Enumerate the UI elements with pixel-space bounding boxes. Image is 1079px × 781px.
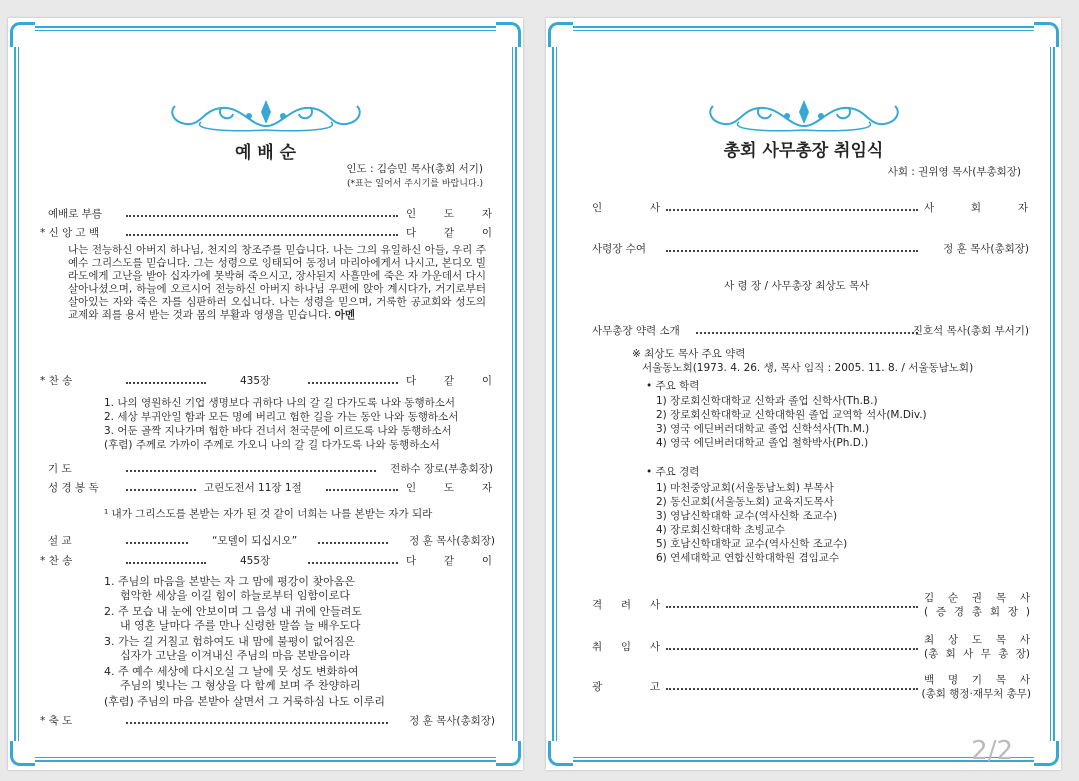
hymn-verse: 4. 주 예수 세상에 다시오실 그 날에 뭇 성도 변화하여 — [104, 665, 359, 678]
call-person: 인 도 자 — [406, 208, 492, 220]
education-item: 1) 장로회신학대학교 신학과 졸업 신학사(Th.B.) — [656, 395, 878, 407]
sermon-title: “모델이 되십시오” — [212, 535, 298, 547]
education-item: 4) 영국 에딘버러대학교 졸업 철학박사(Ph.D.) — [656, 437, 869, 449]
hymn-verse: 3. 어둔 골짝 지나가며 험한 바다 건너서 천국문에 이르도록 나와 동행하소서 — [104, 425, 452, 437]
sermon-label: 설 교 — [48, 535, 72, 547]
appointment-person: 정 훈 목사(총회장) — [943, 243, 1029, 255]
leader-dots — [318, 542, 388, 544]
leader-dots — [126, 382, 206, 384]
creed-label: * 신 앙 고 백 — [40, 227, 100, 239]
corner-ornament-icon — [1034, 22, 1059, 47]
hymn-refrain: (후렴) 주님의 마음 본받아 살면서 그 거룩하심 나도 이루리 — [104, 695, 385, 708]
scripture-reference: 고린도전서 11장 1절 — [204, 482, 302, 494]
encouragement-label: 격 려 사 — [592, 599, 660, 611]
corner-ornament-icon — [548, 741, 573, 766]
hymn-number: 435장 — [240, 375, 271, 387]
officiant-line: 인도 : 김승민 목사(총회 서기) — [346, 163, 483, 175]
leader-dots — [126, 562, 206, 564]
leader-dots — [666, 648, 918, 650]
appointment-label: 사령장 수여 — [592, 243, 647, 255]
profile-label: 사무총장 약력 소개 — [592, 325, 680, 337]
education-heading: • 주요 학력 — [646, 380, 700, 392]
hymn-verse: 2. 세상 부귀안일 함과 모든 명예 버리고 험한 길을 가는 동안 나와 동행하소서 — [104, 411, 459, 423]
corner-ornament-icon — [496, 741, 521, 766]
call-to-worship-label: 예배로 부름 — [48, 208, 103, 220]
career-item: 1) 마천중앙교회(서울동남노회) 부목사 — [656, 482, 834, 494]
host-line: 사회 : 권위영 목사(부총회장) — [887, 166, 1021, 178]
apostles-creed-text: 나는 전능하신 아버지 하나님, 천지의 창조주를 믿습니다. 나는 그의 유일하신 아들, 우리 주 예수 그리스도를 믿습니다. 그는 성령으로 잉태되어 동정녀 마리아에게서 나시고, 본디오 빌라도에게 고난을 받아 십자가에 못박혀 죽으시고, 장사된지 사흘만에 죽은 자 가운데서 다시 살아나셨으며, 하늘에 오르시어 전능하신 아버지 하나님 우편에 앉아 계시다가, 거기로부터 살아있는 자와 죽은 자를 심판하러 오십니다. 나는 성령을 믿으며, 거룩한 공교회와 성도의 교제와 죄를 용서 받는 것과 몸의 부활과 영생을 믿습니다. 아멘 — [68, 244, 486, 321]
creed-person: 다 같 이 — [406, 227, 492, 239]
benediction-person: 정 훈 목사(총회장) — [409, 715, 495, 727]
greeting-label: 인 사 — [592, 202, 660, 214]
order-of-worship-page — [8, 18, 523, 770]
corner-ornament-icon — [10, 741, 35, 766]
leader-dots — [666, 250, 918, 252]
education-item: 3) 영국 에딘버러대학교 졸업 신학석사(Th.M.) — [656, 423, 870, 435]
hymn-label: * 찬 송 — [40, 555, 73, 567]
benediction-label: * 축 도 — [40, 715, 73, 727]
leader-dots — [126, 489, 196, 491]
encouragement-speaker: 김 순 권 목 사 — [924, 592, 1030, 604]
hymn-verse: 1. 주님의 마음을 본받는 자 그 맘에 평강이 찾아옴은 — [104, 575, 355, 588]
inaugural-speaker: 최 상 도 목 사 — [924, 634, 1030, 646]
education-item: 2) 장로회신학대학교 신학대학원 졸업 교역학 석사(M.Div.) — [656, 409, 927, 421]
career-item: 4) 장로회신학대학 초빙교수 — [656, 524, 786, 536]
career-item: 2) 동신교회(서울동노회) 교육지도목사 — [656, 496, 834, 508]
amen-text: 아멘 — [334, 309, 355, 321]
scripture-reading-label: 성 경 봉 독 — [48, 482, 99, 494]
corner-ornament-icon — [548, 22, 573, 47]
leader-dots — [666, 688, 918, 690]
flourish-ornament-icon — [699, 96, 909, 134]
hymn-verse: 십자가 고난을 이겨내신 주님의 마음 본받음이라 — [120, 649, 351, 662]
leader-dots — [666, 606, 918, 608]
prayer-person: 전하수 장로(부총회장) — [390, 463, 493, 475]
leader-dots — [696, 332, 918, 334]
hymn-verse: 험악한 세상을 이길 힘이 하늘로부터 임함이로다 — [120, 589, 351, 602]
hymn-verse: 3. 가는 길 거칠고 험하여도 내 맘에 불평이 없어짐은 — [104, 635, 355, 648]
prayer-label: 기 도 — [48, 463, 72, 475]
hymn-verse: 2. 주 모습 내 눈에 안보이며 그 음성 내 귀에 안들려도 — [104, 605, 362, 618]
hymn-person: 다 같 이 — [406, 375, 492, 387]
hymn-verse: 1. 나의 영원하신 기업 생명보다 귀하다 나의 갈 길 다가도록 나와 동행하소서 — [104, 397, 456, 409]
hymn-person: 다 같 이 — [406, 555, 492, 567]
leader-dots — [126, 215, 398, 217]
scripture-verse: ¹ 내가 그리스도를 본받는 자가 된 것 같이 너희는 나를 본받는 자가 되라 — [104, 508, 433, 520]
bio-heading: ※ 최상도 목사 주요 약력 — [632, 348, 746, 360]
page-title: 예 배 순 — [234, 143, 297, 163]
appointment-certificate: 사 령 장 / 사무총장 최상도 목사 — [724, 280, 870, 292]
leader-dots — [326, 489, 398, 491]
hymn-verse: 주님의 빛나는 그 형상을 다 함께 보며 주 찬양하리 — [120, 679, 361, 692]
announcements-speaker: 백 명 기 목 사 — [924, 674, 1030, 686]
career-item: 6) 연세대학교 연합신학대학원 겸임교수 — [656, 552, 840, 564]
leader-dots — [666, 209, 918, 211]
leader-dots — [126, 470, 376, 472]
flourish-ornament-icon — [161, 96, 371, 134]
hymn-refrain: (후렴) 주께로 가까이 주께로 가오니 나의 갈 길 다가도록 나와 동행하소서 — [104, 439, 440, 451]
greeting-person: 사 회 자 — [924, 202, 1028, 214]
leader-dots — [126, 234, 398, 236]
career-item: 3) 영남신학대학 교수(역사신학 조교수) — [656, 510, 838, 522]
sermon-person: 정 훈 목사(총회장) — [409, 535, 495, 547]
corner-ornament-icon — [1034, 741, 1059, 766]
reading-person: 인 도 자 — [406, 482, 492, 494]
inaugural-role: (총 회 사 무 총 장) — [924, 648, 1030, 660]
inaugural-address-label: 취 임 사 — [592, 641, 660, 653]
announcements-label: 광 고 — [592, 681, 660, 693]
leader-dots — [126, 722, 388, 724]
leader-dots — [308, 382, 398, 384]
hymn-label: * 찬 송 — [40, 375, 73, 387]
standing-note: (*표는 일어서 주시기를 바랍니다.) — [347, 179, 483, 189]
leader-dots — [308, 562, 398, 564]
announcements-role: (총회 행정·재무처 총무) — [921, 688, 1031, 700]
page-indicator: 2/2 — [971, 736, 1013, 766]
leader-dots — [126, 542, 188, 544]
page-title: 총회 사무총장 취임식 — [723, 141, 884, 161]
corner-ornament-icon — [10, 22, 35, 47]
career-heading: • 주요 경력 — [646, 466, 700, 478]
hymn-verse: 내 영혼 날마다 주를 만나 신령한 말씀 늘 배우도다 — [120, 619, 361, 632]
installation-ceremony-page — [546, 18, 1061, 770]
encouragement-role: ( 증 경 총 회 장 ) — [924, 606, 1030, 618]
career-item: 5) 호남신학대학교 교수(역사신학 조교수) — [656, 538, 848, 550]
bio-summary: 서울동노회(1973. 4. 26. 생, 목사 임직 : 2005. 11. 8. / 서울동남노회) — [642, 362, 974, 374]
hymn-number: 455장 — [240, 555, 271, 567]
profile-person: 진호석 목사(총회 부서기) — [912, 325, 1029, 337]
corner-ornament-icon — [496, 22, 521, 47]
